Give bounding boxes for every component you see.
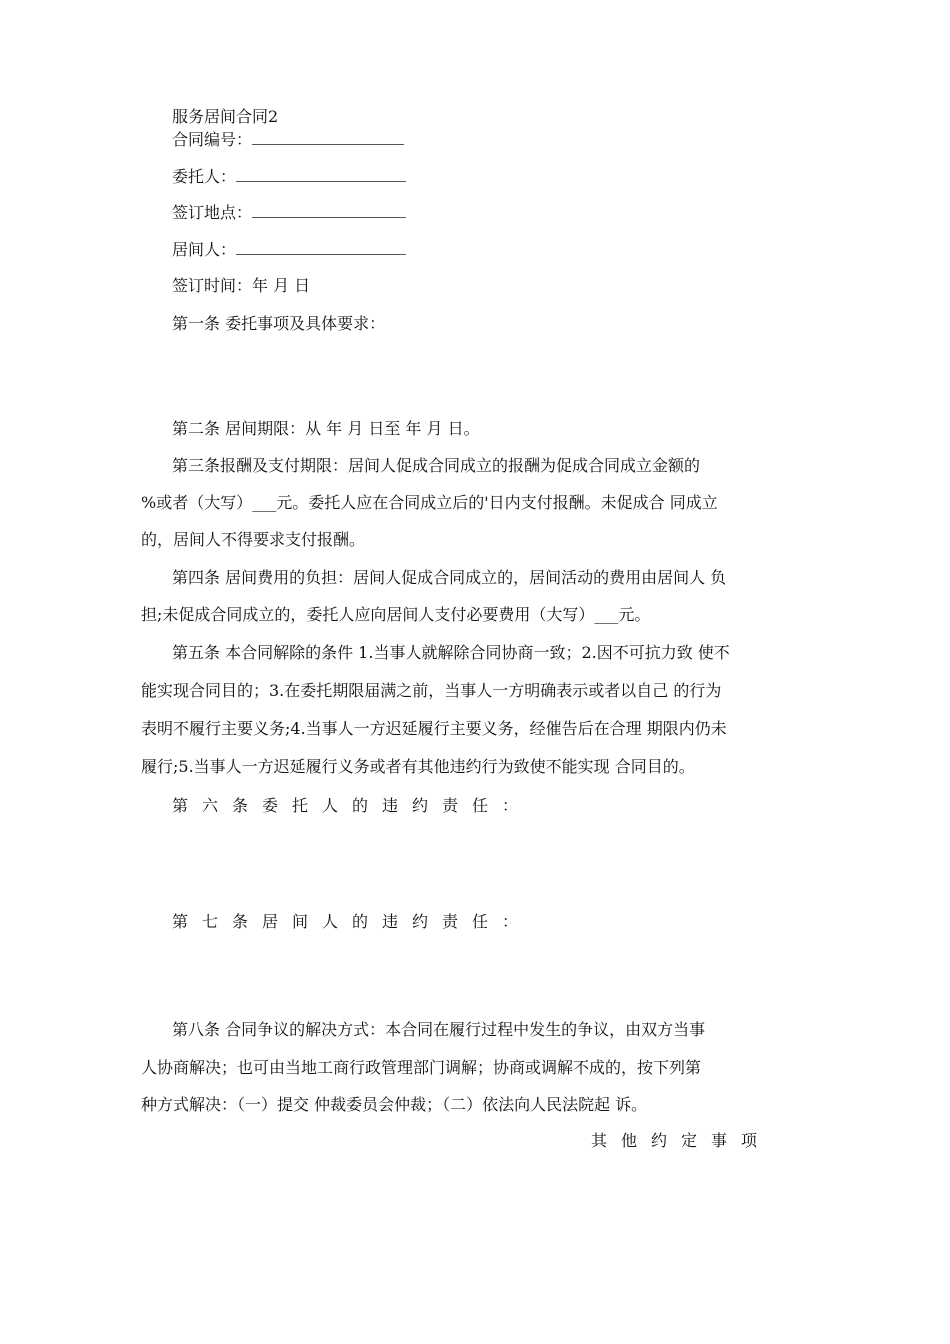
sign-place-label: 签订地点： xyxy=(172,203,253,222)
article-4-line-1: 第四条 居间费用的负担：居间人促成合同成立的，居间活动的费用由居间人 负 xyxy=(172,568,727,587)
article-5-line-4: 履行;5.当事人一方迟延履行义务或者有其他违约行为致使不能实现 合同目的。 xyxy=(141,757,695,776)
document-title: 服务居间合同2 xyxy=(172,107,279,126)
article-2: 第二条 居间期限：从 年 月 日至 年 月 日。 xyxy=(172,419,480,438)
article-7: 第七条居间人的违约责任： xyxy=(172,912,533,931)
article-8-line-3: 种方式解决：（一）提交 仲裁委员会仲裁；（二）依法向人民法院起 诉。 xyxy=(141,1095,648,1114)
article-4-line-2: 担;未促成合同成立的，委托人应向居间人支付必要费用（大写）___元。 xyxy=(141,605,651,624)
article-6: 第六条委托人的违约责任： xyxy=(172,796,533,815)
article-3-line-3: 的，居间人不得要求支付报酬。 xyxy=(141,530,366,549)
contract-number-label: 合同编号： xyxy=(172,130,253,149)
broker-label: 居间人： xyxy=(172,240,237,259)
article-3-line-1: 第三条报酬及支付期限：居间人促成合同成立的报酬为促成合同成立金额的 xyxy=(172,456,701,475)
contract-number-blank xyxy=(252,130,404,145)
client-blank xyxy=(236,167,406,182)
broker-blank xyxy=(236,240,406,255)
sign-time: 签订时间：年 月 日 xyxy=(172,276,311,295)
broker-field xyxy=(172,239,406,261)
contract-number-field xyxy=(172,129,404,151)
other-matters-heading: 其他约定事项 xyxy=(591,1131,772,1150)
client-label: 委托人： xyxy=(172,167,237,186)
article-3-line-2: %或者（大写）___元。委托人应在合同成立后的'日内支付报酬。未促成合 同成立 xyxy=(141,493,718,512)
article-5-line-3: 表明不履行主要义务;4.当事人一方迟延履行主要义务，经催告后在合理 期限内仍未 xyxy=(141,719,727,738)
article-8-line-2: 人协商解决；也可由当地工商行政管理部门调解；协商或调解不成的，按下列第 xyxy=(141,1058,702,1077)
sign-place-field xyxy=(172,202,406,224)
article-8-line-1: 第八条 合同争议的解决方式：本合同在履行过程中发生的争议，由双方当事 xyxy=(172,1020,706,1039)
client-field xyxy=(172,166,406,188)
article-5-line-1: 第五条 本合同解除的条件 1.当事人就解除合同协商一致；2.因不可抗力致 使不 xyxy=(172,643,730,662)
article-5-line-2: 能实现合同目的；3.在委托期限届满之前，当事人一方明确表示或者以自己 的行为 xyxy=(141,681,722,700)
sign-place-blank xyxy=(252,203,406,218)
article-1: 第一条 委托事项及具体要求： xyxy=(172,314,386,333)
